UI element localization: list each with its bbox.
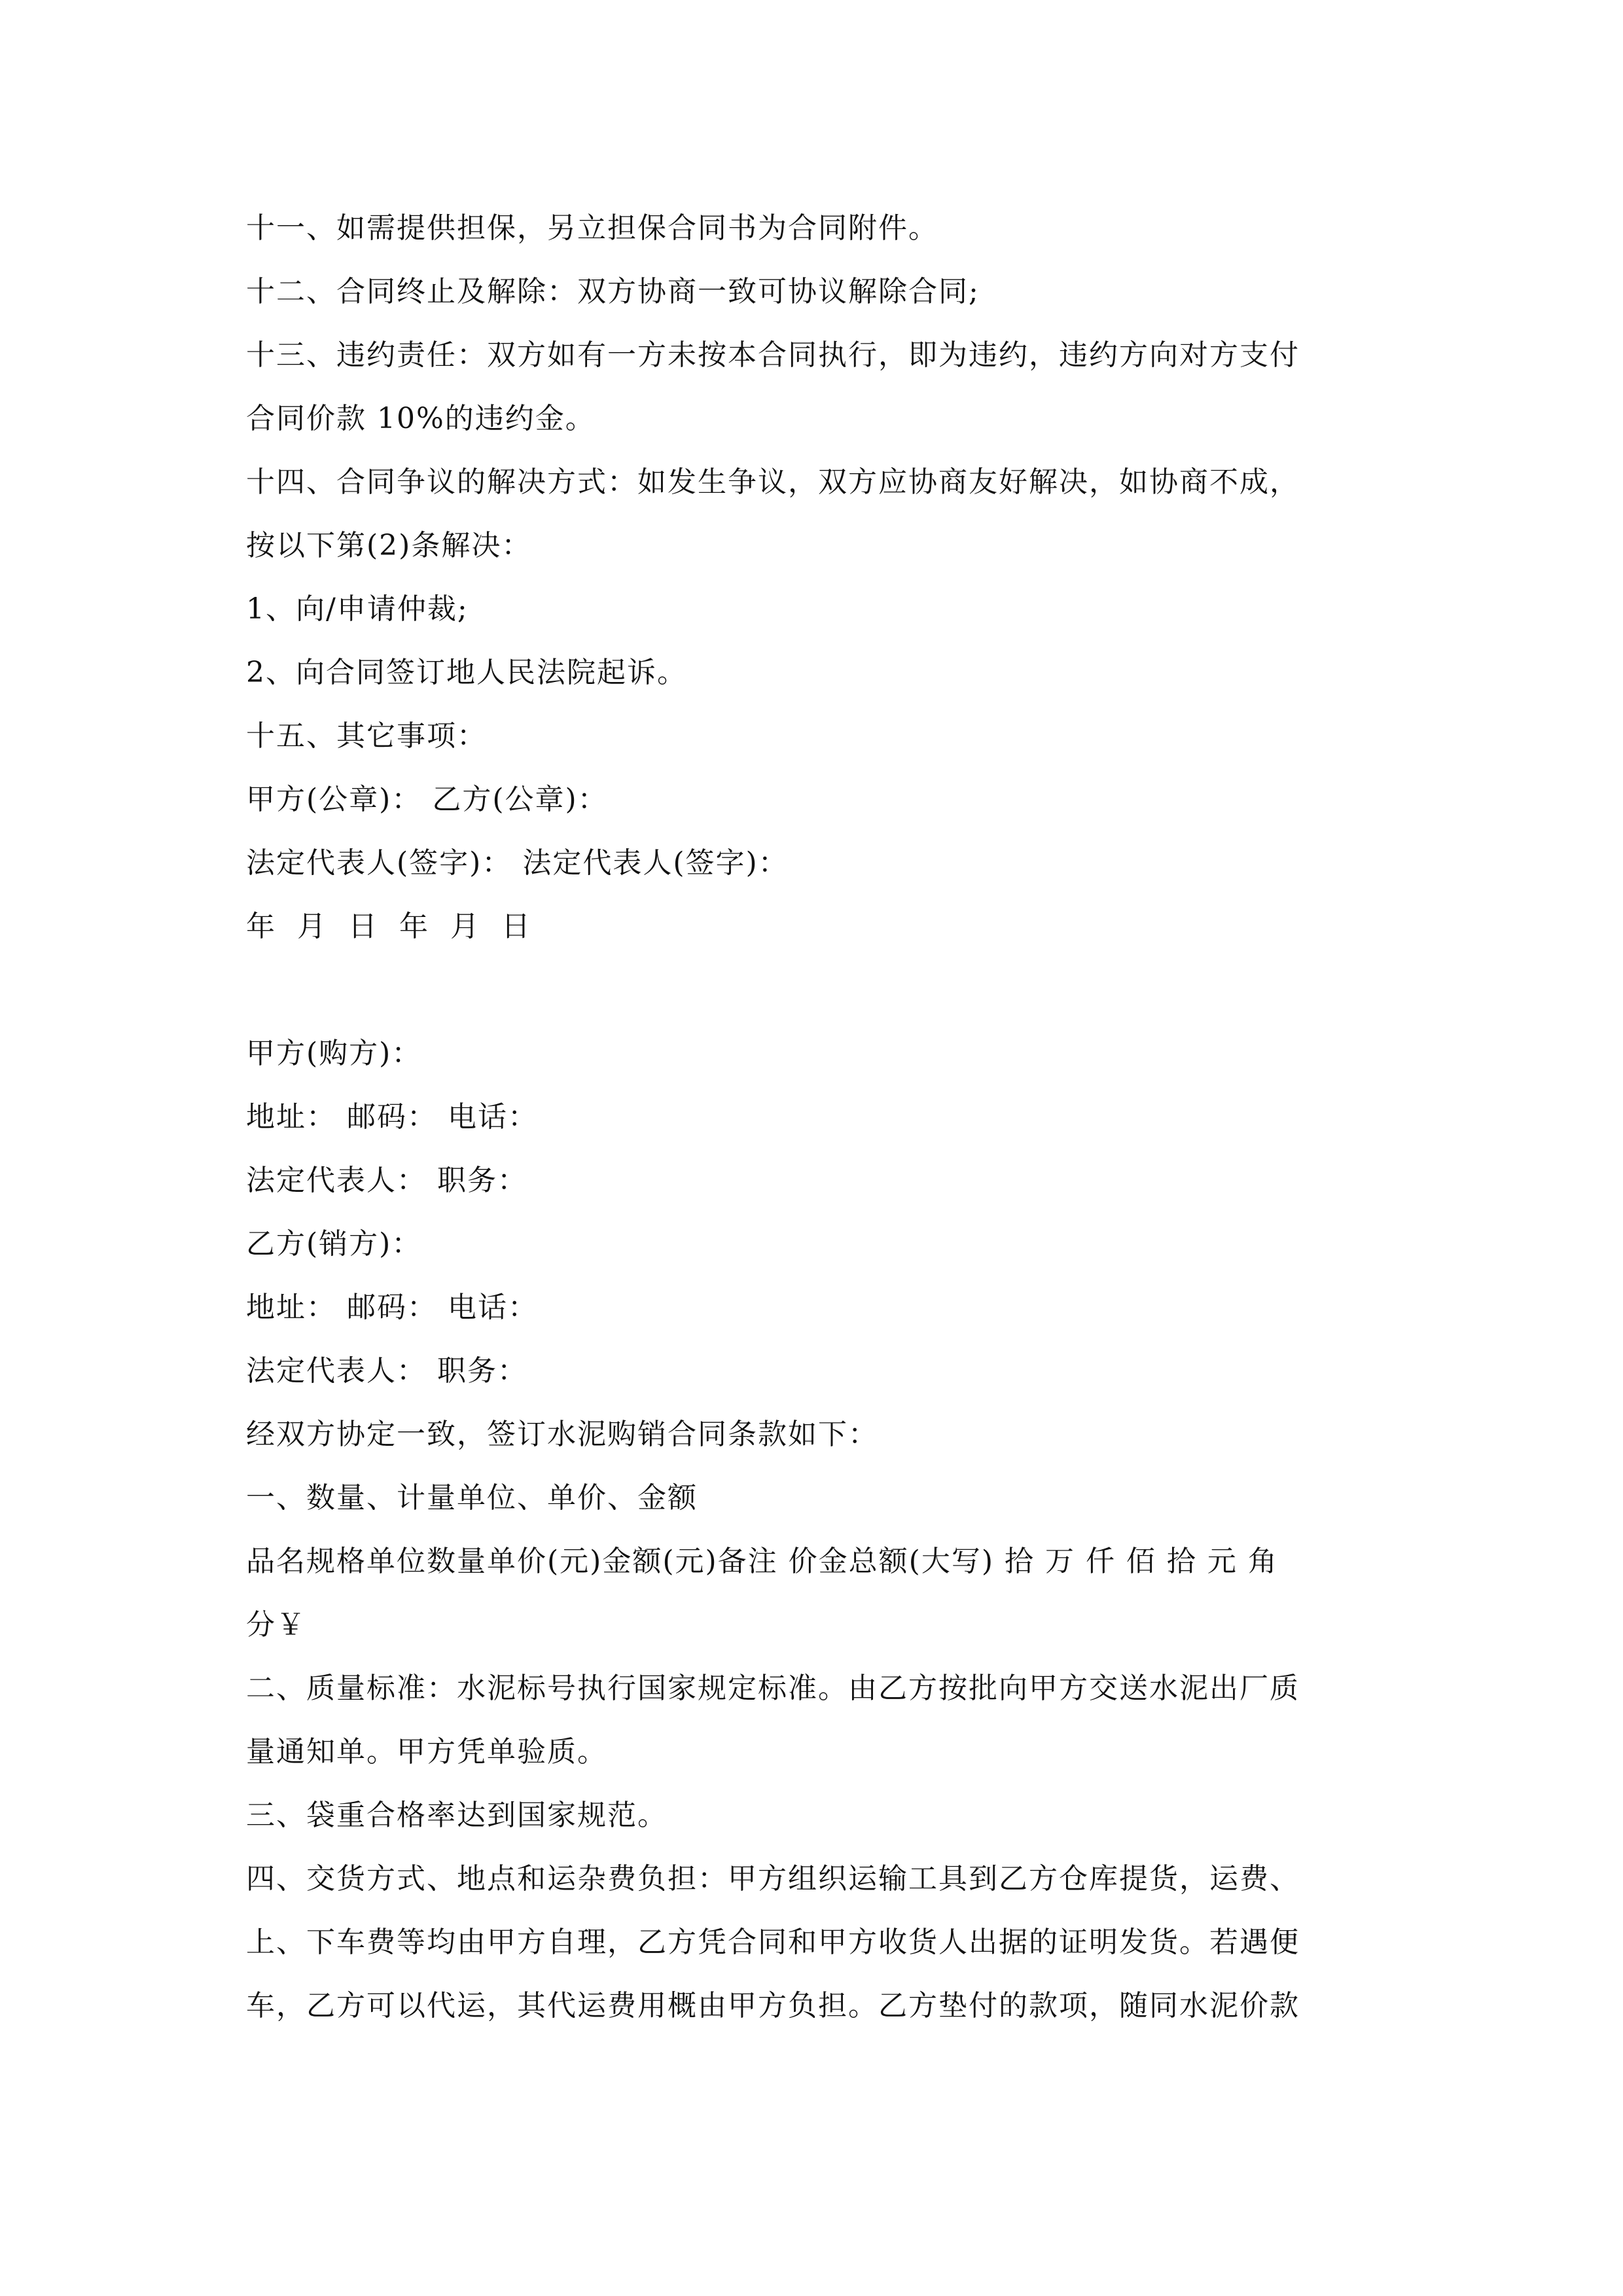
date-year-a: 年: [246, 910, 276, 943]
clause-14-line-2: 按以下第(2)条解决：: [246, 529, 532, 562]
party-b-title: 乙方(销方)：: [246, 1227, 422, 1261]
dispute-option-1: 1、向/申请仲裁;: [246, 592, 469, 626]
party-b-representative: 法定代表人： 职务：: [246, 1354, 527, 1388]
date-line: [246, 895, 1398, 958]
agreement-intro: 经双方协定一致，签订水泥购销合同条款如下：: [246, 1418, 878, 1451]
clause-14-line-1: 十四、合同争议的解决方式：如发生争议，双方应协商友好解决，如协商不成，: [246, 465, 1300, 499]
dispute-option-2: 2、向合同签订地人民法院起诉。: [246, 656, 687, 689]
section-2-line-2: 量通知单。甲方凭单验质。: [246, 1735, 607, 1768]
section-1-heading: 一、数量、计量单位、单价、金额: [246, 1481, 698, 1515]
seal-line: 甲方(公章)： 乙方(公章)：: [246, 783, 608, 816]
date-day-a: 日: [348, 910, 378, 943]
party-a-title: 甲方(购方)：: [246, 1037, 422, 1070]
clause-13-line-2: 合同价款 10%的违约金。: [246, 402, 596, 435]
party-a-representative: 法定代表人： 职务：: [246, 1164, 527, 1197]
date-year-b: 年: [399, 910, 429, 943]
clause-11: 十一、如需提供担保，另立担保合同书为合同附件。: [246, 211, 938, 245]
signature-line: 法定代表人(签字)： 法定代表人(签字)：: [246, 846, 789, 880]
section-2-line-1: 二、质量标准：水泥标号执行国家规定标准。由乙方按批向甲方交送水泥出厂质: [246, 1672, 1300, 1705]
section-4-line-3: 车，乙方可以代运，其代运费用概由甲方负担。乙方垫付的款项，随同水泥价款: [246, 1989, 1300, 2022]
date-month-a: 月: [297, 910, 327, 943]
section-1-table-line-2: 分￥: [246, 1608, 306, 1641]
section-4-line-2: 上、下车费等均由甲方自理，乙方凭合同和甲方收货人出据的证明发货。若遇便: [246, 1926, 1300, 1959]
section-1-table-line-1: 品名规格单位数量单价(元)金额(元)备注 价金总额(大写) 拾 万 仟 佰 拾 元 角: [246, 1545, 1278, 1578]
contract-page: [246, 196, 1398, 2037]
section-4-line-1: 四、交货方式、地点和运杂费负担：甲方组织运输工具到乙方仓库提货，运费、: [246, 1862, 1300, 1895]
blank-spacer: [246, 958, 1398, 1022]
date-day-b: 日: [501, 910, 531, 943]
clause-12: 十二、合同终止及解除：双方协商一致可协议解除合同;: [246, 275, 980, 308]
section-3: 三、袋重合格率达到国家规范。: [246, 1799, 668, 1832]
clause-13-line-1: 十三、违约责任：双方如有一方未按本合同执行，即为违约，违约方向对方支付: [246, 338, 1300, 372]
clause-15: 十五、其它事项：: [246, 719, 487, 753]
party-a-address: 地址： 邮码： 电话：: [246, 1100, 538, 1134]
date-month-b: 月: [450, 910, 480, 943]
party-b-address: 地址： 邮码： 电话：: [246, 1291, 538, 1324]
